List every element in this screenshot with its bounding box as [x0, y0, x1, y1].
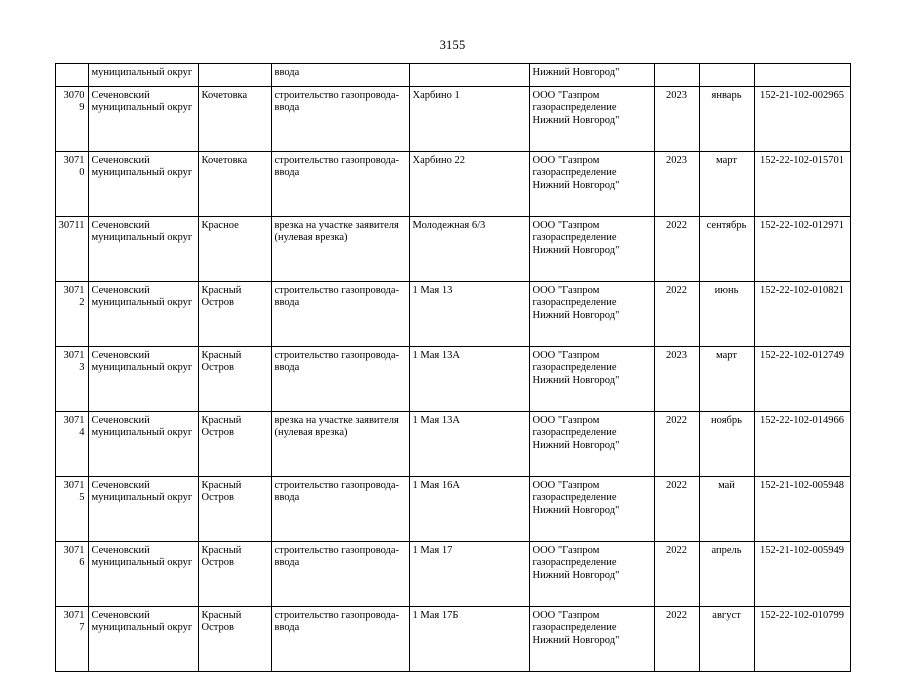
- cell-month: март: [699, 347, 754, 412]
- cell-organization: ООО "Газпром газораспределение Нижний Новгород": [529, 152, 654, 217]
- cell-settlement: Красный Остров: [198, 347, 271, 412]
- table-row: [55, 217, 850, 282]
- cell-district: Сеченовский муниципальный округ: [88, 152, 198, 217]
- cell-code: 152-22-102-010799: [754, 607, 850, 672]
- table-row: [55, 477, 850, 542]
- cell-year: 2022: [654, 412, 699, 477]
- cell-month: сентябрь: [699, 217, 754, 282]
- cell-district: Сеченовский муниципальный округ: [88, 607, 198, 672]
- cell-address: 1 Мая 13А: [409, 347, 529, 412]
- cell-settlement: Кочетовка: [198, 87, 271, 152]
- cell-organization: ООО "Газпром газораспределение Нижний Новгород": [529, 87, 654, 152]
- cell-district: Сеченовский муниципальный округ: [88, 87, 198, 152]
- cell-settlement: Красный Остров: [198, 412, 271, 477]
- cell-organization: ООО "Газпром газораспределение Нижний Новгород": [529, 217, 654, 282]
- registry-table: [55, 63, 851, 672]
- cell-number: 30709: [55, 87, 88, 152]
- cell-district: Сеченовский муниципальный округ: [88, 477, 198, 542]
- cell-year: 2023: [654, 152, 699, 217]
- cell-code: 152-22-102-014966: [754, 412, 850, 477]
- cell-district: Сеченовский муниципальный округ: [88, 412, 198, 477]
- cell-code: 152-21-102-002965: [754, 87, 850, 152]
- cell-code: 152-21-102-005949: [754, 542, 850, 607]
- cell-code: 152-22-102-012971: [754, 217, 850, 282]
- cell-work-type: ввода: [271, 64, 409, 87]
- cell-month: август: [699, 607, 754, 672]
- cell-number: [55, 64, 88, 87]
- cell-number: 30716: [55, 542, 88, 607]
- cell-number: 30710: [55, 152, 88, 217]
- table-row: [55, 64, 850, 87]
- cell-address: Молодежная 6/3: [409, 217, 529, 282]
- cell-year: 2022: [654, 607, 699, 672]
- cell-settlement: Красный Остров: [198, 607, 271, 672]
- cell-work-type: строительство газопровода-ввода: [271, 152, 409, 217]
- cell-settlement: Красное: [198, 217, 271, 282]
- cell-address: [409, 64, 529, 87]
- table-row: [55, 347, 850, 412]
- cell-work-type: строительство газопровода-ввода: [271, 87, 409, 152]
- cell-district: муниципальный округ: [88, 64, 198, 87]
- cell-address: 1 Мая 16А: [409, 477, 529, 542]
- cell-year: 2022: [654, 217, 699, 282]
- cell-address: 1 Мая 13А: [409, 412, 529, 477]
- cell-month: январь: [699, 87, 754, 152]
- cell-month: апрель: [699, 542, 754, 607]
- cell-organization: ООО "Газпром газораспределение Нижний Новгород": [529, 607, 654, 672]
- table-row: [55, 282, 850, 347]
- cell-district: Сеченовский муниципальный округ: [88, 347, 198, 412]
- cell-settlement: Кочетовка: [198, 152, 271, 217]
- table-row: [55, 152, 850, 217]
- cell-organization: ООО "Газпром газораспределение Нижний Новгород": [529, 542, 654, 607]
- cell-work-type: строительство газопровода-ввода: [271, 282, 409, 347]
- cell-year: [654, 64, 699, 87]
- cell-work-type: строительство газопровода-ввода: [271, 542, 409, 607]
- cell-address: Харбино 22: [409, 152, 529, 217]
- cell-month: ноябрь: [699, 412, 754, 477]
- cell-month: июнь: [699, 282, 754, 347]
- cell-work-type: строительство газопровода-ввода: [271, 477, 409, 542]
- cell-number: 30715: [55, 477, 88, 542]
- cell-code: 152-22-102-015701: [754, 152, 850, 217]
- cell-address: 1 Мая 13: [409, 282, 529, 347]
- cell-code: 152-22-102-012749: [754, 347, 850, 412]
- cell-year: 2022: [654, 282, 699, 347]
- table-row: [55, 412, 850, 477]
- cell-organization: ООО "Газпром газораспределение Нижний Новгород": [529, 477, 654, 542]
- cell-address: Харбино 1: [409, 87, 529, 152]
- cell-work-type: врезка на участке заявителя (нулевая врезка): [271, 217, 409, 282]
- cell-code: [754, 64, 850, 87]
- cell-number: 30714: [55, 412, 88, 477]
- cell-number: 30713: [55, 347, 88, 412]
- cell-district: Сеченовский муниципальный округ: [88, 282, 198, 347]
- cell-number: 30717: [55, 607, 88, 672]
- page-number: 3155: [439, 38, 466, 52]
- cell-year: 2022: [654, 477, 699, 542]
- cell-organization: ООО "Газпром газораспределение Нижний Новгород": [529, 412, 654, 477]
- table-row: [55, 542, 850, 607]
- document-page: [0, 38, 905, 678]
- cell-month: [699, 64, 754, 87]
- cell-organization: ООО "Газпром газораспределение Нижний Новгород": [529, 282, 654, 347]
- cell-number: 30711: [55, 217, 88, 282]
- cell-settlement: Красный Остров: [198, 477, 271, 542]
- cell-district: Сеченовский муниципальный округ: [88, 542, 198, 607]
- cell-organization: ООО "Газпром газораспределение Нижний Новгород": [529, 347, 654, 412]
- cell-settlement: [198, 64, 271, 87]
- cell-address: 1 Мая 17: [409, 542, 529, 607]
- registry-table-body: [55, 64, 850, 672]
- cell-year: 2023: [654, 347, 699, 412]
- cell-month: май: [699, 477, 754, 542]
- cell-organization: Нижний Новгород": [529, 64, 654, 87]
- cell-year: 2023: [654, 87, 699, 152]
- cell-work-type: строительство газопровода-ввода: [271, 607, 409, 672]
- cell-work-type: строительство газопровода-ввода: [271, 347, 409, 412]
- table-row: [55, 607, 850, 672]
- cell-address: 1 Мая 17Б: [409, 607, 529, 672]
- cell-code: 152-21-102-005948: [754, 477, 850, 542]
- cell-number: 30712: [55, 282, 88, 347]
- cell-year: 2022: [654, 542, 699, 607]
- cell-work-type: врезка на участке заявителя (нулевая врезка): [271, 412, 409, 477]
- cell-settlement: Красный Остров: [198, 282, 271, 347]
- table-row: [55, 87, 850, 152]
- cell-month: март: [699, 152, 754, 217]
- cell-code: 152-22-102-010821: [754, 282, 850, 347]
- cell-settlement: Красный Остров: [198, 542, 271, 607]
- cell-district: Сеченовский муниципальный округ: [88, 217, 198, 282]
